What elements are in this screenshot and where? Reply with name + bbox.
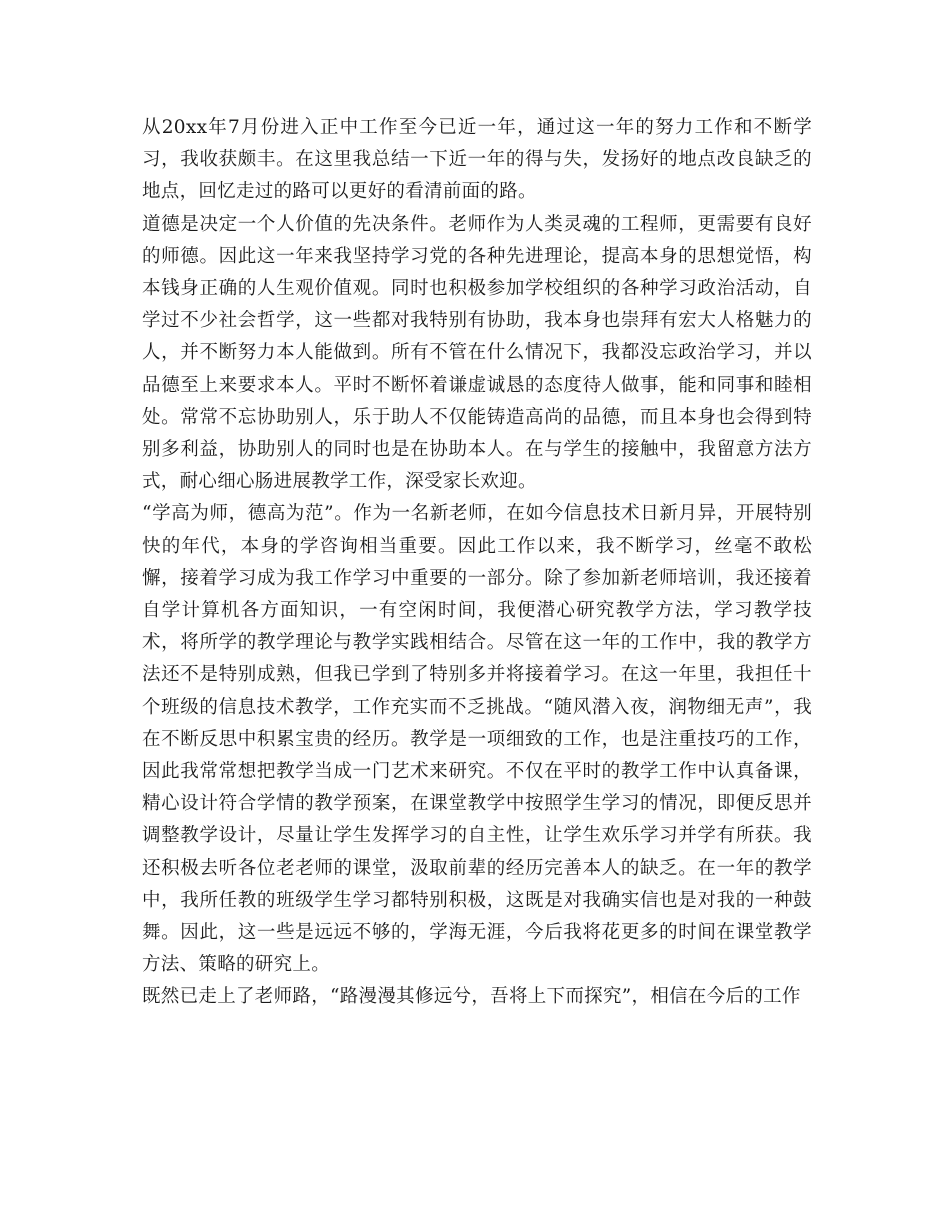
document-body [142, 112, 812, 1014]
paragraph-teaching: “学高为师，德高为范”。作为一名新老师，在如今信息技术日新月异，开展特别快的年代，本身的学咨询相当重要。因此工作以来，我不断学习，丝毫不敢松懈，接着学习成为我工作学习中重要的一部分。除了参加新老师培训，我还接着自学计算机各方面知识，一有空闲时间，我便潜心研究教学方法，学习教学技术，将所学的教学理论与教学实践相结合。尽管在这一年的工作中，我的教学方法还不是特别成熟，但我已学到了特别多并将接着学习。在这一年里，我担任十个班级的信息技术教学，工作充实而不乏挑战。“随风潜入夜，润物细无声”，我在不断反思中积累宝贵的经历。教学是一项细致的工作，也是注重技巧的工作，因此我常常想把教学当成一门艺术来研究。不仅在平时的教学工作中认真备课，精心设计符合学情的教学预案，在课堂教学中按照学生学习的情况，即便反思并调整教学设计，尽量让学生发挥学习的自主性，让学生欢乐学习并学有所获。我还积极去听各位老老师的课堂，汲取前辈的经历完善本人的缺乏。在一年的教学中，我所任教的班级学生学习都特别积极，这既是对我确实信也是对我的一种鼓舞。因此，这一些是远远不够的，学海无涯，今后我将花更多的时间在课堂教学方法、策略的研究上。 [142, 503, 812, 976]
paragraph-closing: 既然已走上了老师路，“路漫漫其修远兮，吾将上下而探究”，相信在今后的工作 [142, 986, 801, 1008]
paragraph-ethics: 道德是决定一个人价值的先决条件。老师作为人类灵魂的工程师，更需要有良好的师德。因此这一年来我坚持学习党的各种先进理论，提高本身的思想觉悟，构本钱身正确的人生观价值观。同时也积极参加学校组织的各种学习政治活动，自学过不少社会哲学，这一些都对我特别有协助，我本身也崇拜有宏大人格魅力的人，并不断努力本人能做到。所有不管在什么情况下，我都没忘政治学习，并以品德至上来要求本人。平时不断怀着谦虚诚恳的态度待人做事，能和同事和睦相处。常常不忘协助别人，乐于助人不仅能铸造高尚的品德，而且本身也会得到特别多利益，协助别人的同时也是在协助本人。在与学生的接触中，我留意方法方式，耐心细心肠进展教学工作，深受家长欢迎。 [142, 213, 812, 493]
paragraph-intro: 从20xx年7月份进入正中工作至今已近一年，通过这一年的努力工作和不断学习，我收获颇丰。在这里我总结一下近一年的得与失，发扬好的地点改良缺乏的地点，回忆走过的路可以更好的看清前面的路。 [142, 117, 812, 203]
